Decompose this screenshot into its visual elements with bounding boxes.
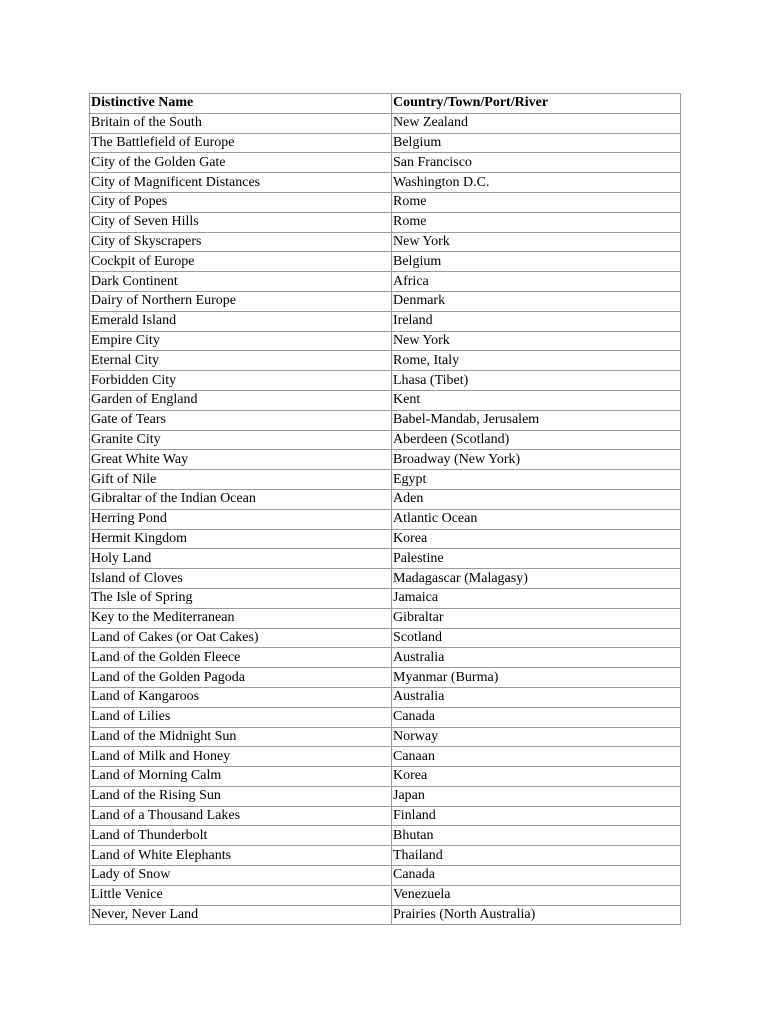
table-row (90, 668, 681, 688)
table-row (90, 351, 681, 371)
table-row (90, 173, 681, 193)
distinctive-name-cell: Land of Lilies (90, 707, 392, 727)
distinctive-name-cell: Dark Continent (90, 272, 392, 292)
place-cell: Kent (392, 390, 681, 410)
distinctive-name-cell: City of Seven Hills (90, 212, 392, 232)
place-cell: Korea (392, 529, 681, 549)
table-row (90, 747, 681, 767)
distinctive-name-cell: Gate of Tears (90, 410, 392, 430)
place-cell: Belgium (392, 252, 681, 272)
distinctive-name-cell: The Battlefield of Europe (90, 133, 392, 153)
table-header-row (90, 94, 681, 114)
distinctive-name-cell: Garden of England (90, 390, 392, 410)
place-cell: Japan (392, 786, 681, 806)
distinctive-name-cell: Island of Cloves (90, 569, 392, 589)
place-cell: New York (392, 331, 681, 351)
place-cell: Australia (392, 687, 681, 707)
header-country-town-port-river: Country/Town/Port/River (392, 94, 681, 114)
place-cell: Venezuela (392, 885, 681, 905)
table-row (90, 153, 681, 173)
table-row (90, 232, 681, 252)
place-cell: Broadway (New York) (392, 450, 681, 470)
distinctive-name-cell: Land of the Golden Pagoda (90, 668, 392, 688)
place-cell: Ireland (392, 311, 681, 331)
table-row (90, 905, 681, 925)
table-row (90, 470, 681, 490)
place-cell: Prairies (North Australia) (392, 905, 681, 925)
distinctive-name-cell: Dairy of Northern Europe (90, 291, 392, 311)
distinctive-name-cell: Land of the Rising Sun (90, 786, 392, 806)
distinctive-name-cell: Holy Land (90, 549, 392, 569)
place-cell: San Francisco (392, 153, 681, 173)
distinctive-name-cell: Land of a Thousand Lakes (90, 806, 392, 826)
place-cell: Lhasa (Tibet) (392, 371, 681, 391)
place-cell: Korea (392, 767, 681, 787)
distinctive-name-cell: Land of the Golden Fleece (90, 648, 392, 668)
place-cell: Egypt (392, 470, 681, 490)
table-row (90, 489, 681, 509)
distinctive-name-cell: Key to the Mediterranean (90, 608, 392, 628)
place-cell: Babel-Mandab, Jerusalem (392, 410, 681, 430)
table-row (90, 509, 681, 529)
distinctive-name-cell: Emerald Island (90, 311, 392, 331)
table-row (90, 687, 681, 707)
distinctive-name-cell: Little Venice (90, 885, 392, 905)
distinctive-name-cell: City of Magnificent Distances (90, 173, 392, 193)
distinctive-name-cell: City of the Golden Gate (90, 153, 392, 173)
table-row (90, 371, 681, 391)
distinctive-name-cell: Lady of Snow (90, 866, 392, 886)
table-row (90, 410, 681, 430)
distinctive-name-cell: Gift of Nile (90, 470, 392, 490)
place-cell: Washington D.C. (392, 173, 681, 193)
place-cell: Africa (392, 272, 681, 292)
place-cell: Palestine (392, 549, 681, 569)
header-distinctive-name: Distinctive Name (90, 94, 392, 114)
place-cell: Gibraltar (392, 608, 681, 628)
table-row (90, 272, 681, 292)
place-cell: Finland (392, 806, 681, 826)
distinctive-name-cell: Never, Never Land (90, 905, 392, 925)
distinctive-name-cell: Land of Kangaroos (90, 687, 392, 707)
distinctive-name-cell: The Isle of Spring (90, 588, 392, 608)
place-cell: Canaan (392, 747, 681, 767)
table-row (90, 628, 681, 648)
table-row (90, 569, 681, 589)
place-cell: Madagascar (Malagasy) (392, 569, 681, 589)
table-row (90, 885, 681, 905)
table-row (90, 450, 681, 470)
place-cell: New York (392, 232, 681, 252)
table-row (90, 806, 681, 826)
table-row (90, 608, 681, 628)
distinctive-name-cell: Cockpit of Europe (90, 252, 392, 272)
table-row (90, 133, 681, 153)
place-cell: Scotland (392, 628, 681, 648)
place-cell: Myanmar (Burma) (392, 668, 681, 688)
table-row (90, 846, 681, 866)
distinctive-name-cell: Hermit Kingdom (90, 529, 392, 549)
table-row (90, 113, 681, 133)
table-row (90, 529, 681, 549)
distinctive-name-cell: Granite City (90, 430, 392, 450)
place-cell: Denmark (392, 291, 681, 311)
place-cell: Aden (392, 489, 681, 509)
place-cell: Norway (392, 727, 681, 747)
distinctive-name-cell: Empire City (90, 331, 392, 351)
distinctive-name-cell: City of Skyscrapers (90, 232, 392, 252)
table-row (90, 648, 681, 668)
place-cell: Belgium (392, 133, 681, 153)
place-cell: Bhutan (392, 826, 681, 846)
place-cell: Canada (392, 707, 681, 727)
table-row (90, 549, 681, 569)
place-cell: New Zealand (392, 113, 681, 133)
place-cell: Aberdeen (Scotland) (392, 430, 681, 450)
table-row (90, 786, 681, 806)
table-row (90, 192, 681, 212)
distinctive-name-cell: Herring Pond (90, 509, 392, 529)
distinctive-name-cell: Gibraltar of the Indian Ocean (90, 489, 392, 509)
table-row (90, 390, 681, 410)
distinctive-name-cell: Land of Cakes (or Oat Cakes) (90, 628, 392, 648)
table-row (90, 767, 681, 787)
place-cell: Atlantic Ocean (392, 509, 681, 529)
table-row (90, 430, 681, 450)
table-row (90, 291, 681, 311)
place-cell: Thailand (392, 846, 681, 866)
distinctive-name-cell: Land of Milk and Honey (90, 747, 392, 767)
table-body (90, 113, 681, 925)
table-row (90, 311, 681, 331)
distinctive-name-cell: Forbidden City (90, 371, 392, 391)
table-row (90, 826, 681, 846)
place-cell: Rome (392, 212, 681, 232)
table-row (90, 866, 681, 886)
table-row (90, 588, 681, 608)
place-cell: Canada (392, 866, 681, 886)
distinctive-names-table (89, 93, 681, 925)
place-cell: Jamaica (392, 588, 681, 608)
table-row (90, 331, 681, 351)
place-cell: Australia (392, 648, 681, 668)
distinctive-name-cell: Land of White Elephants (90, 846, 392, 866)
distinctive-name-cell: Land of Thunderbolt (90, 826, 392, 846)
distinctive-name-cell: Land of the Midnight Sun (90, 727, 392, 747)
place-cell: Rome (392, 192, 681, 212)
place-cell: Rome, Italy (392, 351, 681, 371)
distinctive-name-cell: Great White Way (90, 450, 392, 470)
table-row (90, 212, 681, 232)
table-row (90, 707, 681, 727)
distinctive-name-cell: Eternal City (90, 351, 392, 371)
distinctive-name-cell: Britain of the South (90, 113, 392, 133)
distinctive-name-cell: Land of Morning Calm (90, 767, 392, 787)
table-row (90, 727, 681, 747)
distinctive-name-cell: City of Popes (90, 192, 392, 212)
table-row (90, 252, 681, 272)
